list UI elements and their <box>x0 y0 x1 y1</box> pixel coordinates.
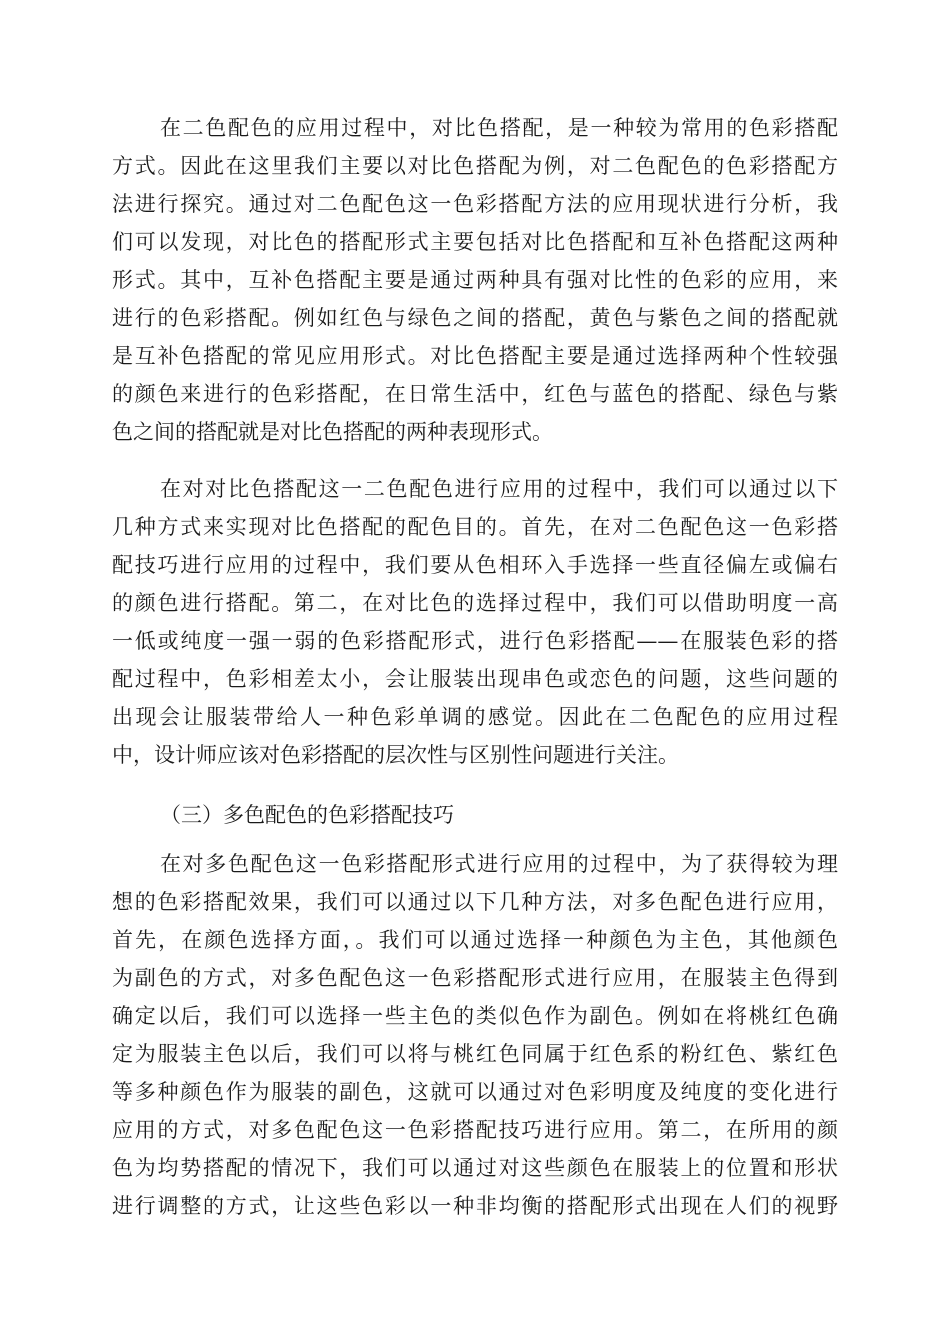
text-line: 应用的方式，对多色配色这一色彩搭配技巧进行应用。第二，在所用的颜 <box>112 1118 838 1142</box>
text-line: 为副色的方式，对多色配色这一色彩搭配形式进行应用，在服装主色得到 <box>112 966 838 990</box>
text-line: 等多种颜色作为服装的副色，这就可以通过对色彩明度及纯度的变化进行 <box>112 1080 838 1104</box>
text-line: 进行的色彩搭配。例如红色与绿色之间的搭配，黄色与紫色之间的搭配就 <box>112 306 838 330</box>
text-line: 首先，在颜色选择方面，。我们可以通过选择一种颜色为主色，其他颜色 <box>112 928 838 952</box>
paragraph-1 <box>112 109 838 451</box>
text-line: 配过程中，色彩相差太小，会让服装出现串色或恋色的问题，这些问题的 <box>112 667 838 691</box>
text-line: 几种方式来实现对比色搭配的配色目的。首先，在对二色配色这一色彩搭 <box>112 515 838 539</box>
paragraph-3 <box>112 845 838 1225</box>
text-line: 想的色彩搭配效果，我们可以通过以下几种方法，对多色配色进行应用， <box>112 890 838 914</box>
text-line: 形式。其中，互补色搭配主要是通过两种具有强对比性的色彩的应用，来 <box>112 268 838 292</box>
paragraph-2 <box>112 470 838 774</box>
text-line: 出现会让服装带给人一种色彩单调的感觉。因此在二色配色的应用过程 <box>112 705 838 729</box>
text-line: 在对对比色搭配这一二色配色进行应用的过程中，我们可以通过以下 <box>160 477 838 501</box>
text-line: 进行调整的方式，让这些色彩以一种非均衡的搭配形式出现在人们的视野 <box>112 1194 838 1218</box>
text-line: 的颜色进行搭配。第二，在对比色的选择过程中，我们可以借助明度一高 <box>112 591 838 615</box>
text-line: 一低或纯度一强一弱的色彩搭配形式，进行色彩搭配——在服装色彩的搭 <box>112 629 838 653</box>
section-heading: （三）多色配色的色彩搭配技巧 <box>160 803 454 827</box>
text-line: 定为服装主色以后，我们可以将与桃红色同属于红色系的粉红色、紫红色 <box>112 1042 838 1066</box>
text-line: 是互补色搭配的常见应用形式。对比色搭配主要是通过选择两种个性较强 <box>112 344 838 368</box>
text-line: 色为均势搭配的情况下，我们可以通过对这些颜色在服装上的位置和形状 <box>112 1156 838 1180</box>
text-line: 法进行探究。通过对二色配色这一色彩搭配方法的应用现状进行分析，我 <box>112 192 838 216</box>
text-line: 配技巧进行应用的过程中，我们要从色相环入手选择一些直径偏左或偏右 <box>112 553 838 577</box>
text-line: 方式。因此在这里我们主要以对比色搭配为例，对二色配色的色彩搭配方 <box>112 154 838 178</box>
text-line: 色之间的搭配就是对比色搭配的两种表现形式。 <box>112 420 553 444</box>
text-line: 在二色配色的应用过程中，对比色搭配，是一种较为常用的色彩搭配 <box>160 116 838 140</box>
text-line: 的颜色来进行的色彩搭配，在日常生活中，红色与蓝色的搭配、绿色与紫 <box>112 382 838 406</box>
text-line: 们可以发现，对比色的搭配形式主要包括对比色搭配和互补色搭配这两种 <box>112 230 838 254</box>
text-line: 在对多色配色这一色彩搭配形式进行应用的过程中，为了获得较为理 <box>160 852 838 876</box>
text-line: 中，设计师应该对色彩搭配的层次性与区别性问题进行关注。 <box>112 743 679 767</box>
text-line: 确定以后，我们可以选择一些主色的类似色作为副色。例如在将桃红色确 <box>112 1004 838 1028</box>
